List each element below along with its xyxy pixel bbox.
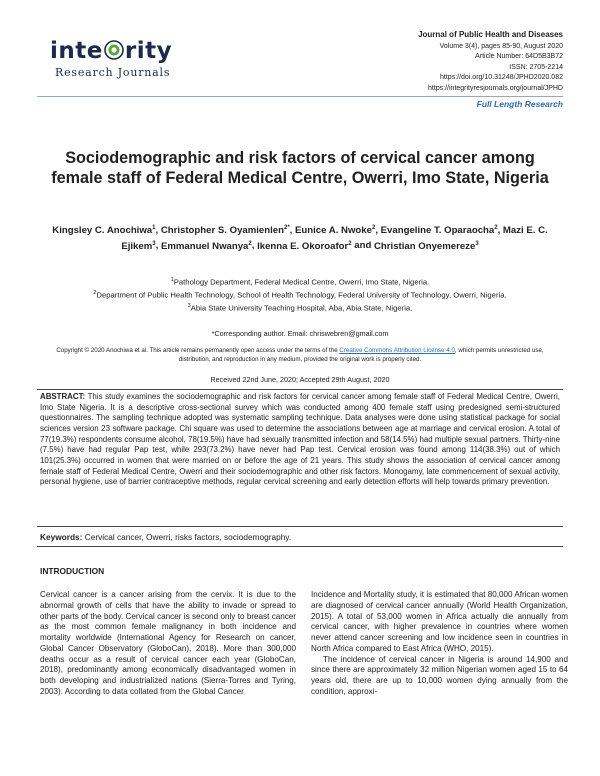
author-name: Kingsley C. Anochiwa (52, 225, 153, 237)
affiliation (60, 275, 540, 288)
keywords-label: Keywords: (40, 532, 83, 542)
logo-subtitle: Research Journals (55, 66, 171, 79)
affiliation-text: Department of Public Health Technology, School of Health Technology, Federal University of Technology, Owerri, Nigeria. (96, 290, 507, 300)
affiliation-mark: 1 (170, 277, 174, 283)
article-number: Article Number: 64D5B3B72 (475, 53, 563, 61)
author (381, 225, 498, 236)
author-name: Ikenna E. Okoroafor (257, 240, 349, 252)
abstract-top-rule (37, 389, 563, 390)
logo-wordmark: inte rity (50, 38, 173, 64)
journal-name: Journal of Public Health and Diseases (418, 30, 563, 39)
affiliation (60, 288, 540, 301)
author (257, 241, 352, 252)
author-affiliation-mark: 2 (494, 225, 498, 231)
abstract-text: This study examines the sociodemographic and risk factors for cervical cancer among female staff of Federal Medical Centre, Owerri, Imo State Nigeria. It is a descriptive cross-sectional survey which was conducted among 400 female staff using predesigned semi-structured questionnaires. The sampling technique adopted was systematic sampling technique. Data analyses were done using statistical package for social sciences version 23 software package. Chi square was used to determine the associations between age at marriage and cervical erosion. A total of 77(19.3%) respondents consume alcohol, 78(19.5%) have had sexually transmitted infection and 58(14.5%) had multiple sexual partners. Thirty-nine (7.5%) have had regular Pap test, while 293(73.2%) have never had Pap test. Cervical erosion was found among 114(38.3%) out of which 101(25.3%) occurred in women that were married on or before the age of 21 years. This study shows the association of cervical cancer among female staff of Federal Medical Centre, Owerri and their sociodemographic and other risk factors. Monogamy, late commencement of sexual activity, personal hygiene, use of barrier contraceptive methods, regular cervical screening and early detection efforts will help towards primary prevention. (40, 392, 560, 487)
affiliation-mark: 2 (93, 289, 97, 296)
article-title: Sociodemographic and risk factors of cervical cancer among female staff of Federal Medical Centre, Owerri, Imo State, Nigeria (51, 149, 549, 187)
issn: ISSN: 2705-2214 (509, 63, 563, 71)
author-affiliation-mark: 3 (475, 240, 479, 247)
affiliation-mark: 3 (187, 302, 191, 309)
keywords-text: Cervical cancer, Owerri, risks factors, sociodemography. (82, 532, 292, 542)
intro-paragraph-1: Cervical cancer is a cancer arising from the cervix. It is due to the abnormal growth of cells that have the ability to invade or spread to other parts of the body. Cervical cancer is second only to breast cancer as the most common female malignancy in both incidence and mortality worldwide (International Agency for Research on cancer, Global Cancer Observatory (GloboCan), 2018). More than 300,000 deaths occur as a result of cervical cancer each year (GloboCan, 2018), predominantly among economically disadvantaged women in both developing and industrialized nations (Sierra-Torres and Tyring, 2003). According to data collated from the Global Cancer (40, 590, 296, 696)
author-name: Evangeline T. Oparaocha (380, 225, 495, 237)
author (161, 225, 290, 236)
author-name: Emmanuel Nwanya (160, 240, 249, 252)
intro-paragraph-3: The incidence of cervical cancer in Nigeria is around 14,900 and since there are approximately 32 million Nigerian women aged 15 to 64 years old, there are up to 10,000 women dying annually from the condition, approxi- (311, 654, 568, 696)
keywords (40, 532, 560, 542)
abstract-label: ABSTRACT: (40, 392, 86, 401)
author-affiliation-mark: 2* (284, 225, 290, 231)
section-heading-introduction: INTRODUCTION (40, 566, 105, 576)
intro-paragraph-2: Incidence and Mortality study, it is estimated that 80,000 African women are diagnosed of cervical cancer annually (World Health Organization, 2015). A total of 53,000 women in Africa actually die annually from cervical cancer, with higher prevalence in countries where women never attend cancer screening and low incidence seen in countries in North Africa compared to East Africa (WHO, 2015). (311, 590, 568, 653)
author (374, 241, 479, 252)
journal-logo (50, 38, 190, 80)
affiliation-text: Pathology Department, Federal Medical Centre, Owerri, Imo State, Nigeria. (173, 277, 430, 287)
author-affiliation-mark: 2 (348, 240, 352, 247)
author-name: Christopher S. Oyamienlen (160, 225, 284, 237)
author-affiliation-mark: 3 (152, 240, 156, 247)
keywords-bottom-rule (37, 546, 563, 547)
journal-volume: Volume 3(4), pages 85-90, August 2020 (439, 42, 563, 50)
corresponding-author: *Corresponding author. Email: chriswebren@gmail.com (211, 329, 389, 338)
author (295, 225, 375, 236)
abstract (40, 392, 560, 488)
author-affiliation-mark: 2 (248, 240, 252, 247)
author (161, 241, 252, 252)
affiliation-text: Abia State University Teaching Hospital, Aba, Abia State, Nigeria. (190, 303, 413, 313)
copyright-notice: Copyright © 2020 Anochiwa et al. This article remains permanently open access under the terms of the Creative Commons Attribution License 4.0, which permits unrestricted use, distribution, and reproduction in any medium, provided the original work is properly cited. (56, 347, 544, 363)
body-column-right (311, 590, 568, 698)
body-column-left (40, 590, 296, 698)
author-list: Kingsley C. Anochiwa$^1$, Christopher S. Oyamienlen$^{2*}$, Eunice A. Nwoke$^2$, Evangeline T. Oparaocha$^2$, Mazi E. C. Ejikem$^3$, Emmanuel Nwanya$^2$, Ikenna E. Okoroafor$^2$ and Christian Onyemereze$^3$ (52, 225, 548, 252)
author-affiliation-mark: 2 (371, 225, 376, 231)
author-name: Eunice A. Nwoke (295, 225, 372, 237)
doi-link[interactable]: https://doi.org/10.31248/JPHD2020.082 (440, 74, 563, 82)
journal-info (418, 30, 563, 95)
author-affiliation-mark: 1 (152, 225, 156, 231)
header-rule (37, 96, 563, 97)
logo-g-emblem (104, 39, 124, 61)
author-name: Mazi E. C. Ejikem (121, 225, 548, 252)
keywords-top-rule (37, 526, 563, 527)
received-accepted-dates: Received 22nd June, 2020; Accepted 29th August, 2020 (210, 375, 390, 384)
journal-url[interactable]: https://integrityresjournals.org/journal/JPHD (427, 84, 563, 92)
article-type: Full Length Research (476, 99, 563, 109)
author (52, 225, 155, 236)
affiliation-list (60, 275, 540, 313)
license-link[interactable]: Creative Commons Attribution License 4.0 (339, 347, 455, 354)
affiliation (60, 301, 540, 314)
author-name: Christian Onyemereze (374, 240, 476, 252)
